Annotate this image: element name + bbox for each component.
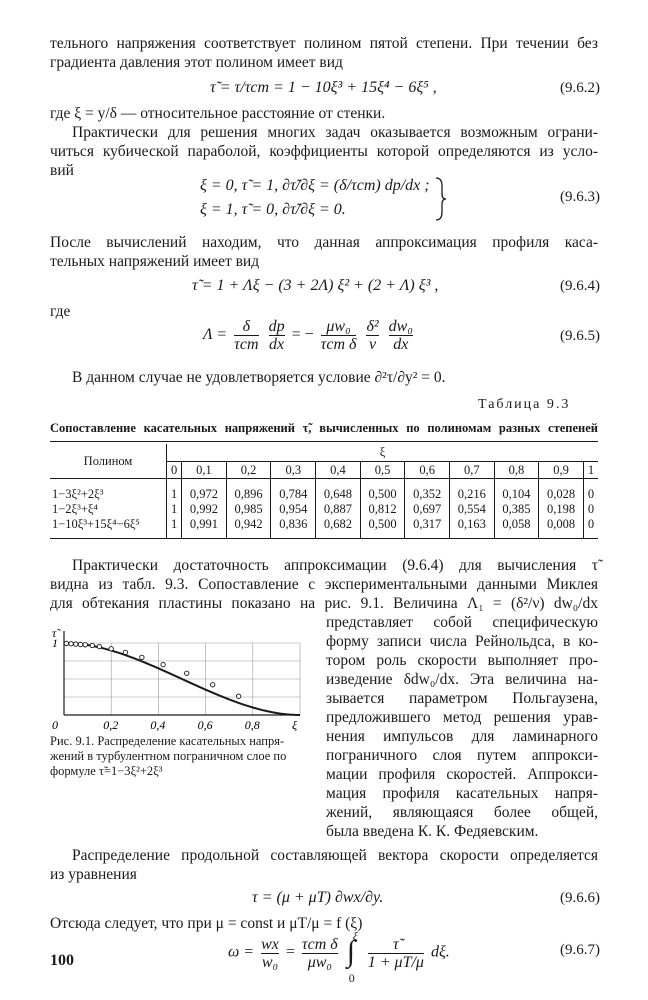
table-cell: 0,812 (360, 502, 405, 517)
figure-caption (50, 734, 320, 779)
text-line: мации профиля скоростей. Аппрокси- (326, 766, 598, 783)
table-top-rule (50, 441, 598, 442)
text-line: предложившего метод решения урав- (326, 709, 598, 726)
table-cell: 0,942 (226, 517, 271, 532)
data-point (83, 643, 87, 647)
table-cell: 0,697 (405, 502, 450, 517)
table-cell: 0,784 (271, 487, 316, 502)
text-line: вий (50, 162, 74, 179)
text-line: Практически достаточность аппроксимации (9.6.4) для вычисления τ̃ (72, 557, 598, 574)
y-axis-label: τ̃ (52, 626, 57, 640)
caption-line: Рис. 9.1. Распределение касательных напря- (50, 734, 285, 748)
eq-op: = (285, 943, 295, 961)
table-cell: 0,500 (360, 487, 405, 502)
equation-number: (9.6.7) (560, 942, 600, 958)
table-cell: 0,198 (539, 502, 584, 517)
table-col-header: 0,7 (450, 462, 495, 479)
text-line: где ξ = y/δ — относительное расстояние от стенки. (50, 105, 386, 122)
text-line: жений, являющаяся более общей, (326, 804, 598, 821)
table-cell: 1 (167, 487, 182, 502)
equation-9-6-7 (228, 929, 450, 985)
caption-line: жений в турбулентном пограничном слое по (50, 749, 287, 763)
table-cell: 0,954 (271, 502, 316, 517)
equation-number: (9.6.6) (560, 890, 600, 906)
table-cell: 0,008 (539, 517, 584, 532)
brace-icon (434, 176, 448, 222)
x-tick-label: 0,2 (103, 718, 119, 732)
eq-fraction: $\frac{\text{μw₀}}{\text{τст δ}}$ (320, 318, 357, 353)
text-line: После вычислений находим, что данная аппроксимация профиля каса- (50, 234, 598, 251)
text-line: представляет собой специфическую (326, 614, 598, 631)
table-cell: 0,648 (316, 487, 361, 502)
chart-axes (64, 631, 300, 715)
text-line: градиента давления этот полином имеет вид (50, 54, 343, 71)
eq-fraction: $\frac{\text{dw₀}}{dx}$ (388, 318, 413, 353)
x-tick-label: ξ (292, 718, 298, 732)
text-line: Распределение продольной составляющей вектора скорости определяется (72, 847, 598, 864)
table-col-header: 0,4 (316, 462, 361, 479)
table-row (50, 487, 598, 502)
comparison-table (50, 444, 598, 538)
eq-tail: dξ. (430, 943, 450, 961)
table-cell: 0,887 (316, 502, 361, 517)
eq-lhs: Λ = (203, 326, 228, 344)
text-line: нения импульсов для ламинарного (326, 728, 598, 745)
data-point (69, 642, 73, 646)
table-col-header: 0,1 (182, 462, 227, 479)
table-cell: 0,500 (360, 517, 405, 532)
text-line: видна из табл. 9.3. Сопоставление с экспериментальными данными Миклея (50, 576, 598, 593)
equation-9-6-3-line1: ξ = 0, τ̃ = 1, ∂τ̃/∂ξ = (δ/τст) dp/dx ; (200, 177, 430, 194)
equation-9-6-4: τ̃ = 1 + Λξ − (3 + 2Λ) ξ² + (2 + Λ) ξ³ , (192, 277, 439, 294)
data-point (161, 662, 165, 666)
equation-number: (9.6.5) (560, 328, 600, 344)
data-point (210, 683, 214, 687)
equation-number: (9.6.2) (560, 80, 600, 96)
table-cell: 1 (167, 517, 182, 532)
table-cell: 1−10ξ³+15ξ⁴−6ξ⁵ (50, 517, 167, 532)
eq-fraction: $\frac{\taũ}{1 + \mu T/\mu}$ (367, 935, 424, 971)
table-cell: 0,972 (182, 487, 227, 502)
table-cell: 0,992 (182, 502, 227, 517)
table-cell: 0,836 (271, 517, 316, 532)
text-line: пограничного слоя путем аппрокси- (326, 747, 598, 764)
table-cell: 0,317 (405, 517, 450, 532)
table-col-header: 0,2 (226, 462, 271, 479)
eq-op: = − (291, 326, 314, 344)
text-line: где (50, 303, 71, 320)
equation-9-6-6: τ = (μ + μT) ∂wx/∂y. (252, 889, 384, 906)
text-line: В данном случае не удовлетворяется условие ∂²τ/∂y² = 0. (72, 369, 446, 386)
table-caption: Таблица 9.3 (478, 397, 571, 412)
table-cell: 0,163 (450, 517, 495, 532)
text-line: из уравнения (50, 866, 137, 883)
data-point (90, 643, 94, 647)
equation-number: (9.6.4) (560, 278, 600, 294)
data-point (78, 642, 82, 646)
data-point (123, 650, 127, 654)
table-xi-header: ξ (167, 444, 599, 462)
table-col-header: 0,5 (360, 462, 405, 479)
caption-line: формуле τ̃=1−3ξ²+2ξ³ (50, 764, 163, 778)
data-point (140, 655, 144, 659)
equation-9-6-2: τ̃ = τ/τст = 1 − 10ξ³ + 15ξ⁴ − 6ξ⁵ , (210, 79, 437, 96)
eq-fraction: $\frac{\text{τст δ}}{\text{μw₀}}$ (301, 935, 338, 971)
text-line: форму записи числа Рейнольдса, в ко- (326, 633, 598, 650)
table-cell: 0,991 (182, 517, 227, 532)
page-number: 100 (50, 952, 74, 969)
table-cell: 0 (587, 502, 595, 516)
table-cell: 0,385 (494, 502, 539, 517)
text-line: тельного напряжения соответствует полином пятой степени. При течении без (50, 35, 598, 52)
chart-points (64, 641, 241, 698)
text-line: была введена К. К. Федяевским. (326, 823, 539, 840)
text-line: Практически для решения многих задач оказывается возможным ограни- (72, 124, 598, 141)
y-tick-label: 1 (52, 636, 58, 650)
table-cell: 0 (587, 517, 595, 531)
figure-9-1-chart (50, 625, 320, 733)
data-point (97, 644, 101, 648)
eq-fraction: $\frac{\text{δ²}}{\nu}$ (366, 318, 379, 353)
x-tick-label: 0,6 (197, 718, 213, 732)
eq-fraction: $\frac{wx}{\text{w₀}}$ (261, 935, 279, 971)
text-line: Отсюда следует, что при μ = const и μT/μ = f (ξ) (50, 915, 363, 932)
text-line: для обтекания пластины показано на рис. 9.1. Величина Λ₁ = (δ²/ν) dw₀/dx (50, 595, 598, 612)
equation-9-6-3-line2: ξ = 1, τ̃ = 0, ∂τ̃/∂ξ = 0. (200, 201, 346, 218)
integral-sign: ∫ ξ 0 (346, 929, 358, 985)
equation-number: (9.6.3) (560, 189, 600, 205)
x-tick-label: 0 (52, 718, 58, 732)
table-cell: 0,682 (316, 517, 361, 532)
table-cell: 0,058 (494, 517, 539, 532)
equation-9-6-5 (203, 318, 416, 353)
table-cell: 1 (167, 502, 182, 517)
data-point (64, 641, 68, 645)
table-col-header: 0 (167, 462, 182, 479)
table-row (50, 517, 598, 532)
table-col-header: 0,8 (494, 462, 539, 479)
table-cell: 0,216 (450, 487, 495, 502)
text-line: читься кубической параболой, коэффициенты которой определяются из усло- (50, 143, 598, 160)
data-point (109, 647, 113, 651)
x-tick-label: 0,4 (150, 718, 166, 732)
table-bottom-rule (50, 538, 598, 539)
text-line: тором роль скорости выполняет про- (326, 652, 598, 669)
table-cell: 0 (587, 487, 595, 501)
x-tick-label: 0,8 (244, 718, 260, 732)
table-cell: 0,985 (226, 502, 271, 517)
data-point (74, 642, 78, 646)
table-cell: 1−3ξ²+2ξ³ (50, 487, 167, 502)
text-line: тельных напряжений имеет вид (50, 253, 260, 270)
table-row-header: Полином (50, 444, 167, 479)
table-cell: 0,896 (226, 487, 271, 502)
text-line: мация профиля касательных напря- (326, 785, 598, 802)
eq-fraction: $\frac{\delta}{\text{τст}}$ (234, 318, 259, 353)
table-col-header: 0,3 (271, 462, 316, 479)
table-col-header: 0,9 (539, 462, 584, 479)
table-col-header: 1 (583, 462, 598, 479)
text-line: зывается параметром Польгаузена, (326, 690, 598, 707)
eq-fraction: $\frac{dp}{dx}$ (268, 318, 285, 353)
data-point (236, 694, 240, 698)
table-title: Сопоставление касательных напряжений τ̃, вычисленных по полиномам разных степеней (50, 421, 598, 435)
table-col-header: 0,6 (405, 462, 450, 479)
table-cell: 0,554 (450, 502, 495, 517)
table-row (50, 502, 598, 517)
table-cell: 0,104 (494, 487, 539, 502)
table-cell: 0,352 (405, 487, 450, 502)
table-cell: 1−2ξ³+ξ⁴ (50, 502, 167, 517)
eq-lhs: ω = (228, 943, 255, 961)
table-cell: 0,028 (539, 487, 584, 502)
data-point (185, 671, 189, 675)
text-line: изведение δdw₀/dx. Эта величина на- (326, 671, 598, 688)
